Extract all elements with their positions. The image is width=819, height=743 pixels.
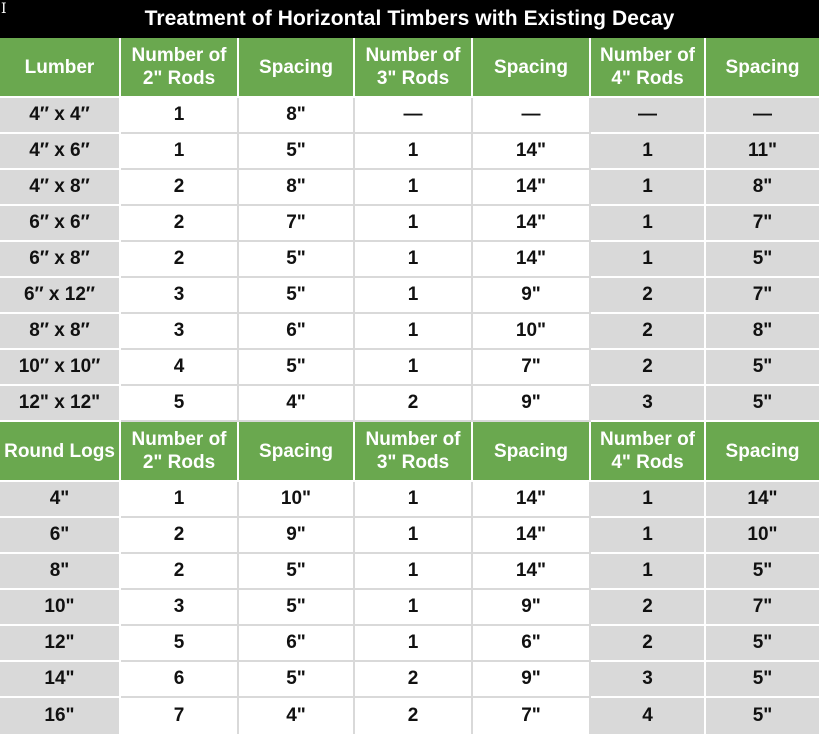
table-cell: 5" (239, 662, 355, 698)
table-cell: 1 (121, 482, 239, 518)
table-row (0, 206, 819, 242)
table-cell: — (706, 98, 819, 134)
table-cell: 1 (355, 482, 473, 518)
table-cell: 3 (121, 278, 239, 314)
table-cell: 2 (591, 590, 706, 626)
table-cell: 2 (355, 698, 473, 734)
table-cell: 9" (239, 518, 355, 554)
table-cell: — (591, 98, 706, 134)
table-cell: 14" (473, 518, 591, 554)
table-cell: 2 (355, 386, 473, 422)
table-cell: 2 (121, 554, 239, 590)
timber-treatment-table (0, 38, 819, 734)
table-cell: 5 (121, 386, 239, 422)
row-label-cell: 12" (0, 626, 121, 662)
table-cell: — (355, 98, 473, 134)
table-cell: 3 (121, 590, 239, 626)
table-cell: 5 (121, 626, 239, 662)
row-label-cell: 4″ x 6″ (0, 134, 121, 170)
table-row (0, 626, 819, 662)
row-label-cell: 6″ x 12″ (0, 278, 121, 314)
table-cell: 14" (473, 242, 591, 278)
table-cell: 8" (706, 170, 819, 206)
table-cell: 2 (121, 206, 239, 242)
table-cell: 5" (239, 554, 355, 590)
table-cell: 1 (355, 626, 473, 662)
table-cell: 5" (239, 590, 355, 626)
table-cell: 4 (121, 350, 239, 386)
table-cell: 1 (355, 278, 473, 314)
column-header: Spacing (473, 422, 591, 482)
column-header: Number of 2" Rods (121, 38, 239, 98)
row-label-cell: 10″ x 10″ (0, 350, 121, 386)
table-cell: 1 (355, 170, 473, 206)
table-cell: 5" (239, 350, 355, 386)
table-cell: 1 (355, 350, 473, 386)
table-cell: 14" (473, 170, 591, 206)
table-cell: 6" (473, 626, 591, 662)
row-label-cell: 4″ x 8″ (0, 170, 121, 206)
column-header: Number of 4" Rods (591, 38, 706, 98)
row-label-cell: 4" (0, 482, 121, 518)
table-cell: 2 (121, 170, 239, 206)
table-cell: 1 (355, 314, 473, 350)
table-cell: 5" (706, 626, 819, 662)
table-row (0, 242, 819, 278)
table-cell: 14" (473, 554, 591, 590)
column-header: Number of 4" Rods (591, 422, 706, 482)
row-label-cell: 10" (0, 590, 121, 626)
table-cell: 1 (591, 134, 706, 170)
table-cell: 5" (706, 350, 819, 386)
row-label-cell: 6" (0, 518, 121, 554)
table-cell: 5" (706, 698, 819, 734)
table-cell: 5" (706, 554, 819, 590)
table-cell: — (473, 98, 591, 134)
row-label-cell: 4″ x 4″ (0, 98, 121, 134)
row-label-cell: 14" (0, 662, 121, 698)
table-cell: 5" (239, 134, 355, 170)
table-cell: 4 (591, 698, 706, 734)
row-label-cell: 6″ x 6″ (0, 206, 121, 242)
table-cell: 7" (473, 698, 591, 734)
row-label-cell: 8″ x 8″ (0, 314, 121, 350)
logs-header-row (0, 422, 819, 482)
column-header: Spacing (239, 422, 355, 482)
table-cell: 7" (706, 206, 819, 242)
table-cell: 6" (239, 626, 355, 662)
table-cell: 7" (473, 350, 591, 386)
table-row (0, 518, 819, 554)
row-label-cell: 8" (0, 554, 121, 590)
lumber-header-row (0, 38, 819, 98)
table-cell: 6" (239, 314, 355, 350)
table-cell: 8" (239, 98, 355, 134)
row-label-cell: 12" x 12" (0, 386, 121, 422)
table-cell: 1 (591, 482, 706, 518)
table-cell: 2 (355, 662, 473, 698)
column-header: Round Logs (0, 422, 121, 482)
row-label-cell: 6″ x 8″ (0, 242, 121, 278)
table-row (0, 482, 819, 518)
table-cell: 1 (355, 554, 473, 590)
table-cell: 14" (473, 206, 591, 242)
table-cell: 4" (239, 698, 355, 734)
table-cell: 5" (706, 386, 819, 422)
row-label-cell: 16" (0, 698, 121, 734)
table-row (0, 350, 819, 386)
table-cell: 5" (239, 278, 355, 314)
table-cell: 1 (591, 206, 706, 242)
table-row (0, 662, 819, 698)
table-cell: 10" (706, 518, 819, 554)
table-cell: 1 (355, 242, 473, 278)
table-cell: 14" (706, 482, 819, 518)
table-cell: 14" (473, 134, 591, 170)
table-row (0, 134, 819, 170)
table-cell: 14" (473, 482, 591, 518)
table-row (0, 590, 819, 626)
table-cell: 1 (591, 242, 706, 278)
table-cell: 5" (239, 242, 355, 278)
text-cursor-icon: I (1, 1, 7, 17)
table-cell: 2 (591, 350, 706, 386)
table-row (0, 386, 819, 422)
table-cell: 1 (355, 590, 473, 626)
table-cell: 1 (355, 134, 473, 170)
column-header: Spacing (473, 38, 591, 98)
table-cell: 9" (473, 662, 591, 698)
table-cell: 1 (355, 206, 473, 242)
table-cell: 2 (591, 626, 706, 662)
column-header: Number of 3" Rods (355, 38, 473, 98)
table-cell: 7 (121, 698, 239, 734)
table-cell: 6 (121, 662, 239, 698)
column-header: Spacing (706, 422, 819, 482)
column-header: Number of 2" Rods (121, 422, 239, 482)
table-cell: 8" (706, 314, 819, 350)
table-cell: 9" (473, 590, 591, 626)
table-row (0, 698, 819, 734)
table-cell: 11" (706, 134, 819, 170)
table-cell: 5" (706, 242, 819, 278)
table-cell: 2 (591, 278, 706, 314)
table-cell: 10" (239, 482, 355, 518)
column-header: Spacing (239, 38, 355, 98)
table-cell: 2 (121, 242, 239, 278)
table-row (0, 98, 819, 134)
table-cell: 1 (591, 170, 706, 206)
table-row (0, 314, 819, 350)
table-cell: 2 (121, 518, 239, 554)
table-cell: 1 (591, 554, 706, 590)
column-header: Spacing (706, 38, 819, 98)
table-cell: 1 (121, 134, 239, 170)
column-header: Number of 3" Rods (355, 422, 473, 482)
table-cell: 9" (473, 278, 591, 314)
table-cell: 5" (706, 662, 819, 698)
table-cell: 2 (591, 314, 706, 350)
table-cell: 3 (121, 314, 239, 350)
table-cell: 10" (473, 314, 591, 350)
table-row (0, 278, 819, 314)
table-cell: 4" (239, 386, 355, 422)
table-cell: 1 (355, 518, 473, 554)
table-cell: 7" (706, 278, 819, 314)
table-cell: 3 (591, 662, 706, 698)
column-header: Lumber (0, 38, 121, 98)
table-cell: 8" (239, 170, 355, 206)
table-cell: 1 (121, 98, 239, 134)
table-cell: 1 (591, 518, 706, 554)
table-cell: 3 (591, 386, 706, 422)
table-row (0, 554, 819, 590)
table-cell: 7" (706, 590, 819, 626)
table-title: Treatment of Horizontal Timbers with Existing Decay (0, 0, 819, 38)
table-cell: 7" (239, 206, 355, 242)
table-row (0, 170, 819, 206)
table-cell: 9" (473, 386, 591, 422)
